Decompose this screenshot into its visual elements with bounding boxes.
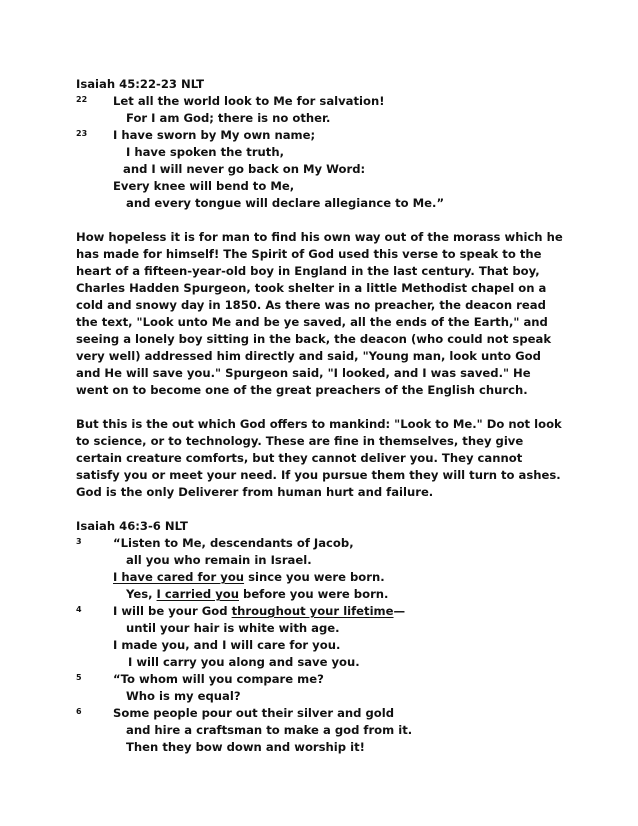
verse-line [76,722,566,739]
verse-line [76,569,566,586]
verse-text: I have sworn by My own name; [113,128,316,142]
verse-text: Some people pour out their silver and gold [113,706,395,720]
verse-line [76,688,566,705]
verse-text: Yes, [126,587,157,601]
verse-number: 23 [76,129,88,138]
verse-line [76,535,566,552]
verse-text: since you were born. [244,570,385,584]
verse-line [76,671,566,688]
scripture-passage [76,535,566,756]
verse-number: 5 [76,673,82,682]
verse-line [76,127,566,144]
verse-number: 6 [76,707,82,716]
verse-line [76,110,566,127]
verse-text: Every knee will bend to Me, [113,179,295,193]
verse-number: 4 [76,605,82,614]
verse-line [76,161,566,178]
verse-text: “To whom will you compare me? [113,672,324,686]
verse-line [76,552,566,569]
verse-number: 22 [76,95,88,104]
verse-line [76,586,566,603]
verse-number: 3 [76,537,82,546]
verse-line [76,705,566,722]
underlined-phrase: I have cared for you [113,570,245,584]
passage-reference: Isaiah 46:3-6 NLT [76,519,188,533]
verse-text: I will carry you along and save you. [128,655,360,669]
verse-text: — [393,604,406,618]
verse-text: and I will never go back on My Word: [123,162,366,176]
verse-line [76,620,566,637]
underlined-phrase: I carried you [156,587,239,601]
verse-text: before you were born. [238,587,389,601]
verse-text: I made you, and I will care for you. [113,638,341,652]
verse-text: Who is my equal? [126,689,241,703]
verse-line [76,195,566,212]
verse-text: and every tongue will declare allegiance to Me.” [126,196,445,210]
verse-line [76,178,566,195]
underlined-phrase: throughout your lifetime [231,604,394,618]
verse-line [76,603,566,620]
verse-text: I have spoken the truth, [126,145,285,159]
verse-text: until your hair is white with age. [126,621,340,635]
verse-text: Let all the world look to Me for salvation! [113,94,385,108]
verse-text: all you who remain in Israel. [126,553,312,567]
commentary-paragraph: But this is the out which God offers to mankind: "Look to Me." Do not look to science, or to technology. These are fine in themselves, they give certain creature comforts, but they cannot deliver you. They cannot satisfy you or meet your need. If you pursue them they will turn to ashes. God is the only Deliverer from human hurt and failure. [76,417,562,499]
verse-text: and hire a craftsman to make a god from it. [126,723,413,737]
commentary-paragraph: How hopeless it is for man to find his own way out of the morass which he has made for himself! The Spirit of God used this verse to speak to the heart of a fifteen-year-old boy in England in the last century. That boy, Charles Hadden Spurgeon, took shelter in a little Methodist chapel on a cold and snowy day in 1850. As there was no preacher, the deacon read the text, "Look unto Me and be ye saved, all the ends of the Earth," and seeing a lonely boy sitting in the back, the deacon (who could not speak very well) addressed him directly and said, "Young man, look unto God and He will save you." Spurgeon said, "I looked, and I was saved." He went on to become one of the great preachers of the English church. [76,230,563,397]
verse-text: For I am God; there is no other. [126,111,331,125]
verse-line [76,739,566,756]
document-page [76,76,566,756]
verse-text: “Listen to Me, descendants of Jacob, [113,536,354,550]
scripture-passage [76,93,566,212]
verse-text: I will be your God [113,604,232,618]
verse-line [76,93,566,110]
verse-text: Then they bow down and worship it! [126,740,365,754]
verse-line [76,144,566,161]
verse-line [76,654,566,671]
verse-line [76,637,566,654]
passage-reference: Isaiah 45:22-23 NLT [76,77,205,91]
